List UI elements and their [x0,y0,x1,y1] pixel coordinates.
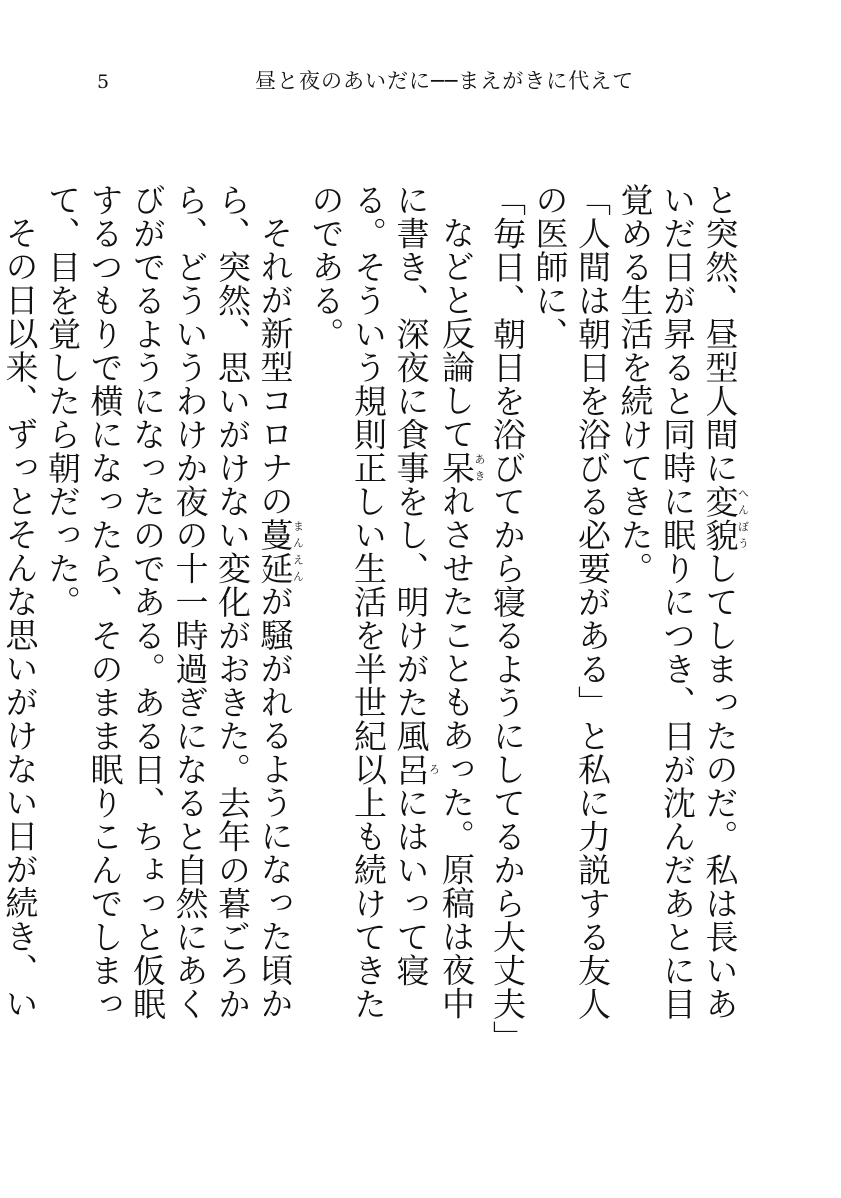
ruby-base: 変貌 [700,484,740,552]
paragraph-3: 「毎日、朝日を浴びてから寝るようにしてるから大丈夫」 [488,183,527,1054]
paragraph-4 [304,183,486,1053]
ruby-manen [255,517,305,585]
text-span: れさせたこともあった。原稿は夜中に書き、深夜に食事をし、明けがた風 [391,183,476,1020]
ruby-base: 蔓延 [255,517,295,585]
text-span: それが新型コロナの [255,216,295,518]
page-number: 5 [97,71,110,93]
ruby-aki [437,450,486,485]
paragraph-2: 「人間は朝日を浴びる必要がある」と私に力説する友人の医師に、 [530,183,612,1021]
paragraph-5 [41,183,305,1053]
paragraph-6: その日以来、ずっとそんな思いがけない日が続き、い [0,216,40,1020]
ruby-base: 呆 [437,450,476,484]
ruby-henbou [700,484,750,552]
text-span: と突然、昼型人間に [700,183,740,485]
running-title: 昼と夜のあいだに──まえがきに代えて [255,69,635,93]
text-span: してしまったのだ。私は長いあいだ日が昇ると同時に眠りにつき、日が沈んだあとに目覚める生活を続けてきた。 [615,183,740,1021]
text-span: などと反論して [437,216,476,451]
ruby-ro [391,752,441,787]
paragraph-1 [613,183,749,1053]
ruby-base: 呂 [391,752,431,786]
ruby-reading: ろ [427,752,441,786]
ruby-reading: まんえん [291,517,305,585]
ruby-reading: へんぼう [736,484,750,552]
vertical-body-text [0,183,750,1054]
ruby-reading: あき [473,450,486,484]
text-span: にはいって寝る。そういう規則正しい生活を半世紀以上も続けてきたのである。 [306,183,431,1021]
text-span: が騒がれるようになった頃から、突然、思いがけない変化がおきた。去年の暮ごろから、どういうわけか夜の十一時過ぎになると自然にあくびがでるようになったのである。ある日、ちょっと仮眠するつもりで横になったら、そのまま眠りこんでしまって、目を覚したら朝だった。 [43,183,295,1021]
